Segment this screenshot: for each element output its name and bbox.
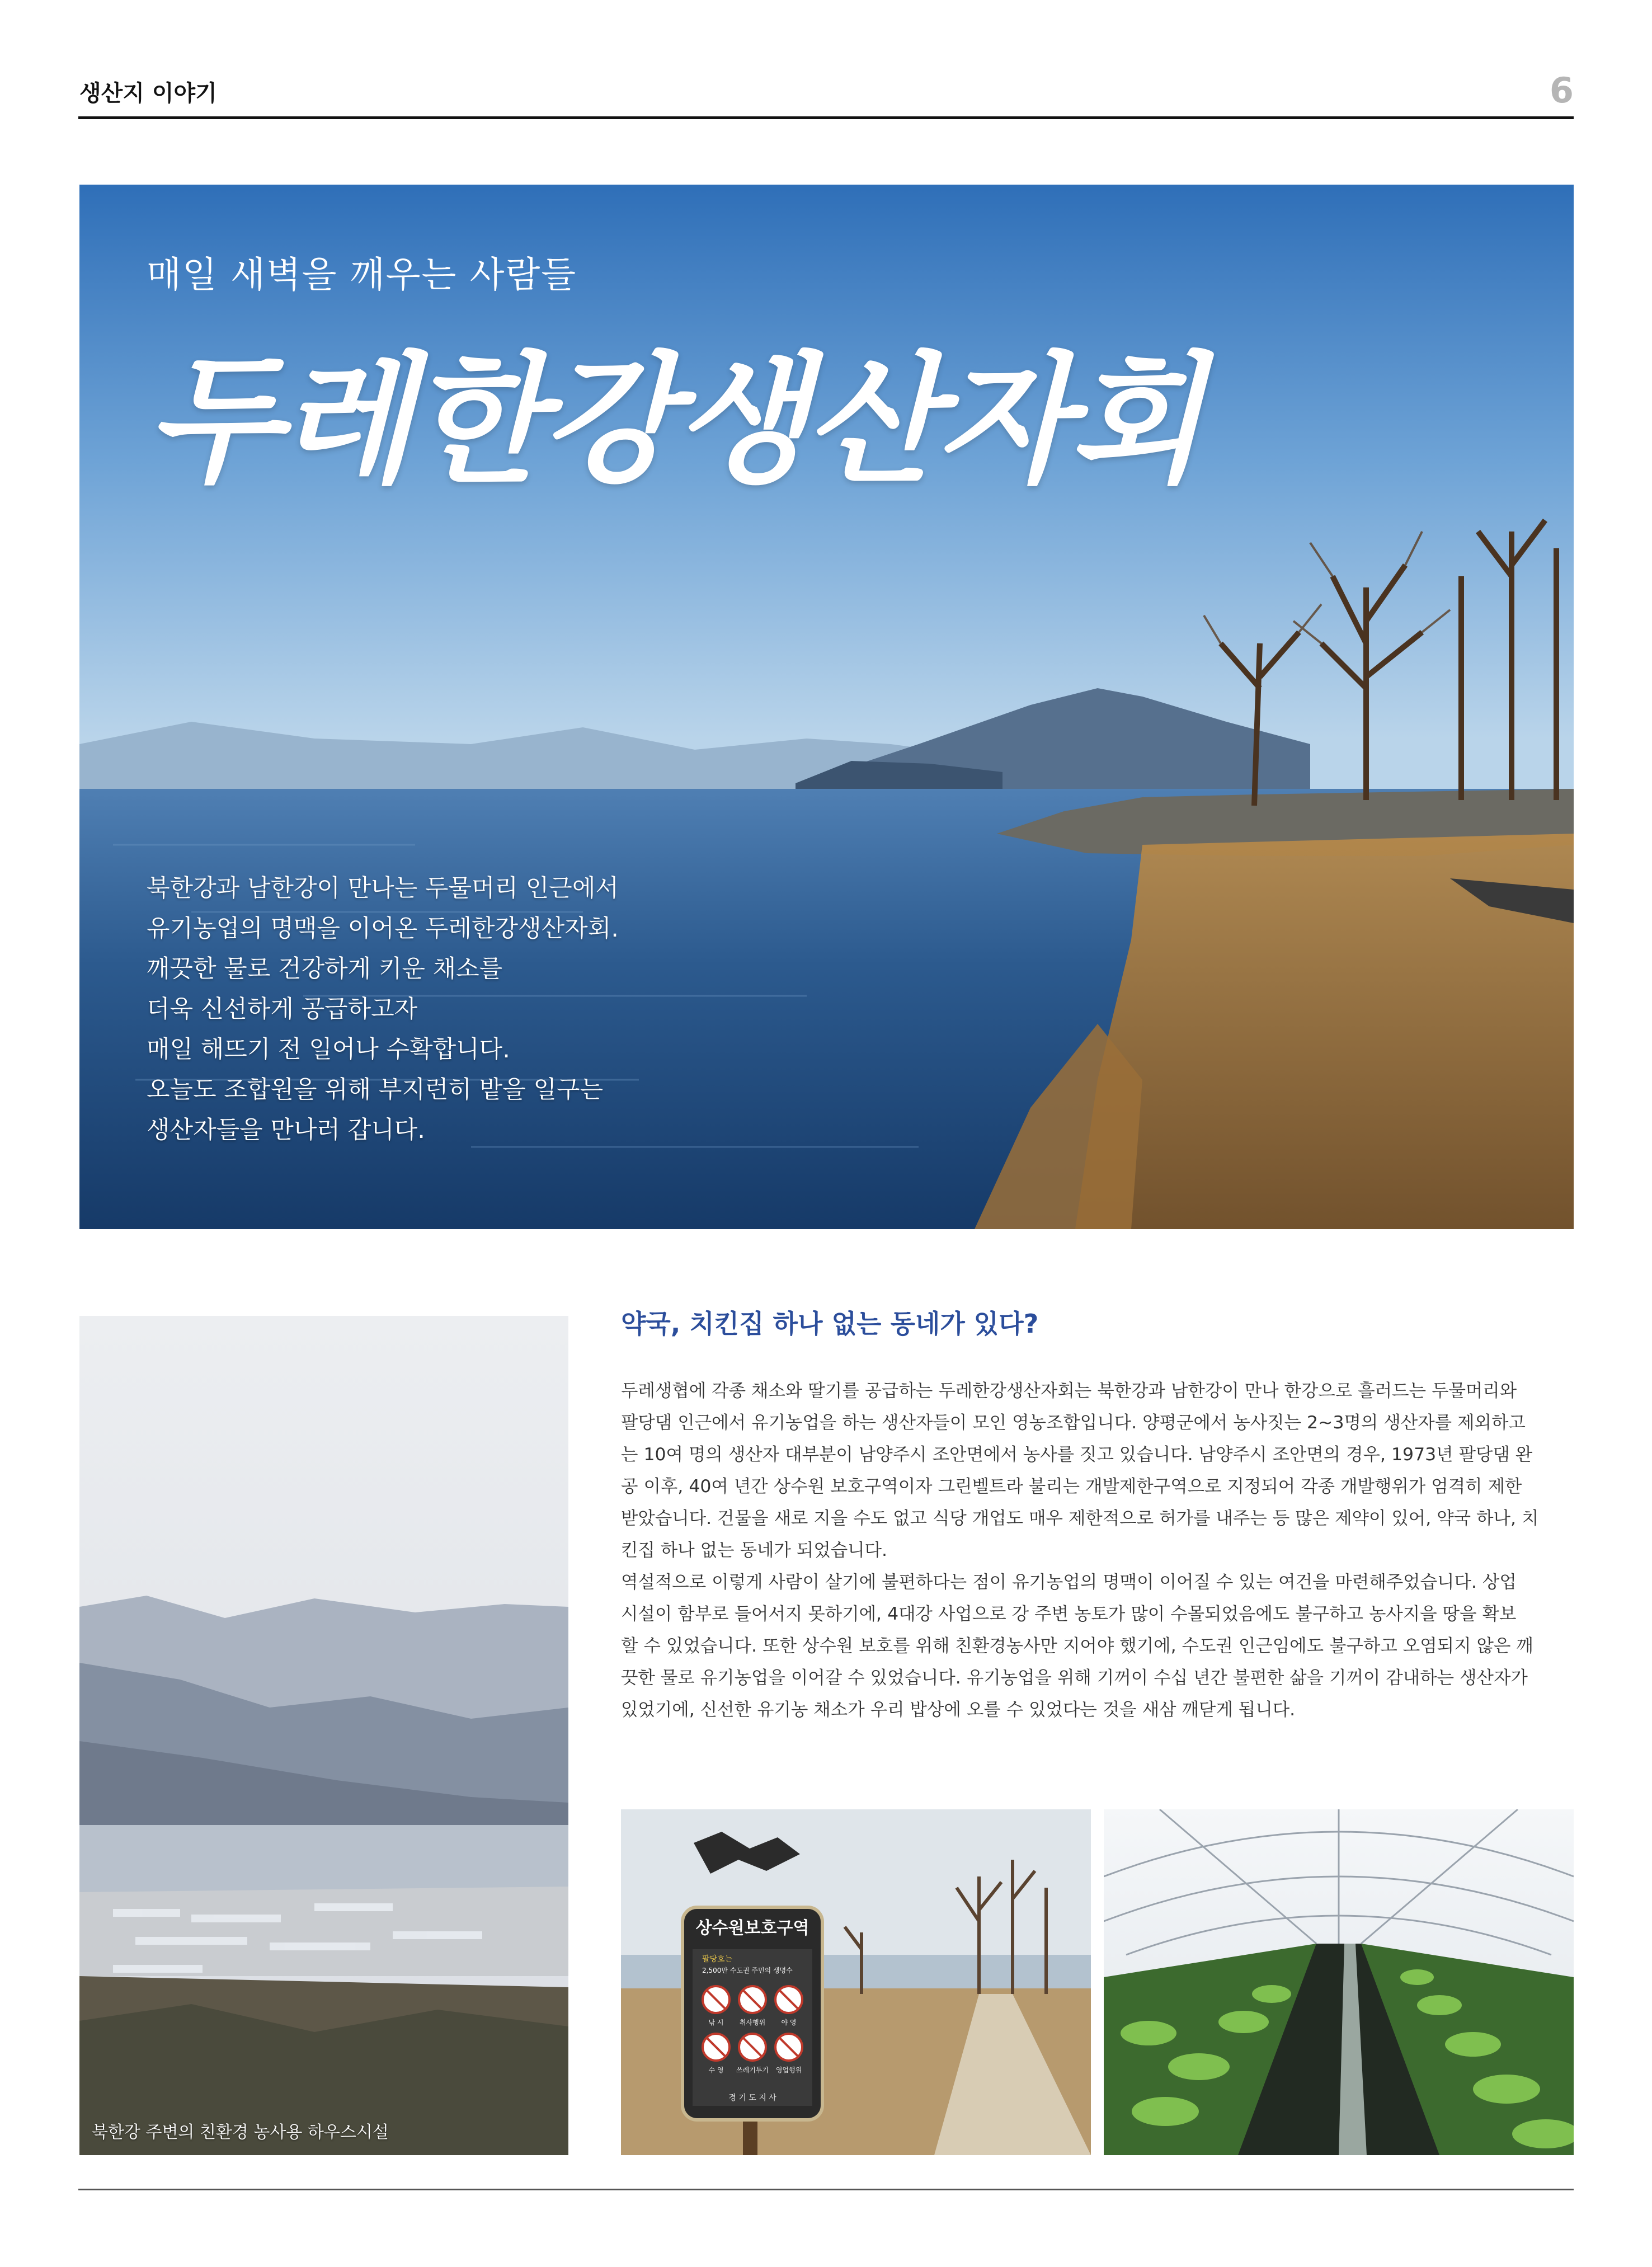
sign-label: 취사행위 — [739, 2019, 766, 2026]
sign-label: 낚 시 — [708, 2019, 724, 2026]
article-line: 끗한 물로 유기농업을 이어갈 수 있었습니다. 유기농업을 위해 기꺼이 수십 년간 불편한 삶을 기꺼이 감내하는 생산자가 — [621, 1668, 1528, 1688]
article-line: 있었기에, 신선한 유기농 채소가 우리 밥상에 오를 수 있었다는 것을 새삼 깨닫게 됩니다. — [621, 1700, 1296, 1720]
article-line: 는 10여 명의 생산자 대부분이 남양주시 조안면에서 농사를 짓고 있습니다. 남양주시 조안면의 경우, 1973년 팔당댐 완 — [621, 1445, 1533, 1465]
sign-label: 쓰레기투기 — [736, 2066, 769, 2074]
article-body — [621, 1375, 1574, 1726]
hero-photo — [79, 185, 1574, 1229]
intro-line: 매일 해뜨기 전 일어나 수확합니다. — [147, 1036, 510, 1064]
greenhouse-interior-image — [1104, 1809, 1574, 2155]
water-protection-sign-photo — [621, 1809, 1091, 2155]
article-line: 할 수 있었습니다. 또한 상수원 보호를 위해 친환경농사만 지어야 했기에, 수도권 인근임에도 불구하고 오염되지 않은 깨 — [621, 1636, 1533, 1656]
valley-landscape-image — [79, 1316, 568, 2155]
intro-line: 더욱 신선하게 공급하고자 — [147, 995, 418, 1023]
article-line: 킨집 하나 없는 동네가 되었습니다. — [621, 1540, 888, 1560]
article-line: 두레생협에 각종 채소와 딸기를 공급하는 두레한강생산자회는 북한강과 남한강이 만나 한강으로 흘러드는 두물머리와 — [621, 1381, 1517, 1401]
footer-rule — [78, 2189, 1574, 2190]
article-line: 공 이후, 40여 년간 상수원 보호구역이자 그린벨트라 불리는 개발제한구역으로 지정되어 각종 개발행위가 엄격히 제한 — [621, 1476, 1522, 1497]
intro-line: 북한강과 남한강이 만나는 두물머리 인근에서 — [147, 874, 619, 902]
section-label: 생산지 이야기 — [79, 81, 217, 106]
article-line: 받았습니다. 건물을 새로 지을 수도 없고 식당 개업도 매우 제한적으로 허가를 내주는 등 많은 제약이 있어, 약국 하나, 치 — [621, 1508, 1539, 1528]
hero-title: 두레한강생산자회 — [147, 337, 1201, 502]
intro-line: 깨끗한 물로 건강하게 키운 채소를 — [147, 955, 503, 983]
sign-line: 2,500만 수도권 주민의 생명수 — [702, 1967, 793, 1974]
intro-line: 생산자들을 만나러 갑니다. — [147, 1116, 425, 1144]
sign-label: 야 영 — [781, 2019, 797, 2026]
river-greenhouse-photo — [79, 1316, 568, 2155]
sign-scene-image — [621, 1809, 1091, 2155]
page-number: 6 — [1549, 70, 1574, 111]
article-line: 팔당댐 인근에서 유기농업을 하는 생산자들이 모인 영농조합입니다. 양평군에서 농사짓는 2~3명의 생산자를 제외하고 — [621, 1413, 1526, 1433]
greenhouse-photo — [1104, 1809, 1574, 2155]
photo-caption: 북한강 주변의 친환경 농사용 하우스시설 — [92, 2123, 389, 2142]
intro-line: 유기농업의 명맥을 이어온 두레한강생산자회. — [147, 915, 619, 943]
article-line: 시설이 함부로 들어서지 못하기에, 4대강 사업으로 강 주변 농토가 많이 수몰되었음에도 불구하고 농사지을 땅을 확보 — [621, 1604, 1517, 1624]
page-header — [78, 70, 1574, 120]
sign-label: 수 영 — [708, 2066, 724, 2074]
article — [621, 1304, 1574, 1726]
sign-subtitle: 팔당호는 — [702, 1955, 733, 1964]
article-line: 역설적으로 이렇게 사람이 살기에 불편하다는 점이 유기농업의 명맥이 이어질 수 있는 여건을 마련해주었습니다. 상업 — [621, 1572, 1517, 1592]
sign-footer: 경 기 도 지 사 — [728, 2094, 776, 2103]
intro-line: 오늘도 조합원을 위해 부지런히 밭을 일구는 — [147, 1076, 604, 1104]
sign-title: 상수원보호구역 — [695, 1918, 809, 1938]
article-heading: 약국, 치킨집 하나 없는 동네가 있다? — [621, 1309, 1039, 1339]
hero-subtitle: 매일 새벽을 깨우는 사람들 — [147, 255, 577, 296]
header-rule — [78, 116, 1574, 119]
sign-label: 영업행위 — [775, 2066, 802, 2074]
hero-intro — [147, 868, 650, 1150]
